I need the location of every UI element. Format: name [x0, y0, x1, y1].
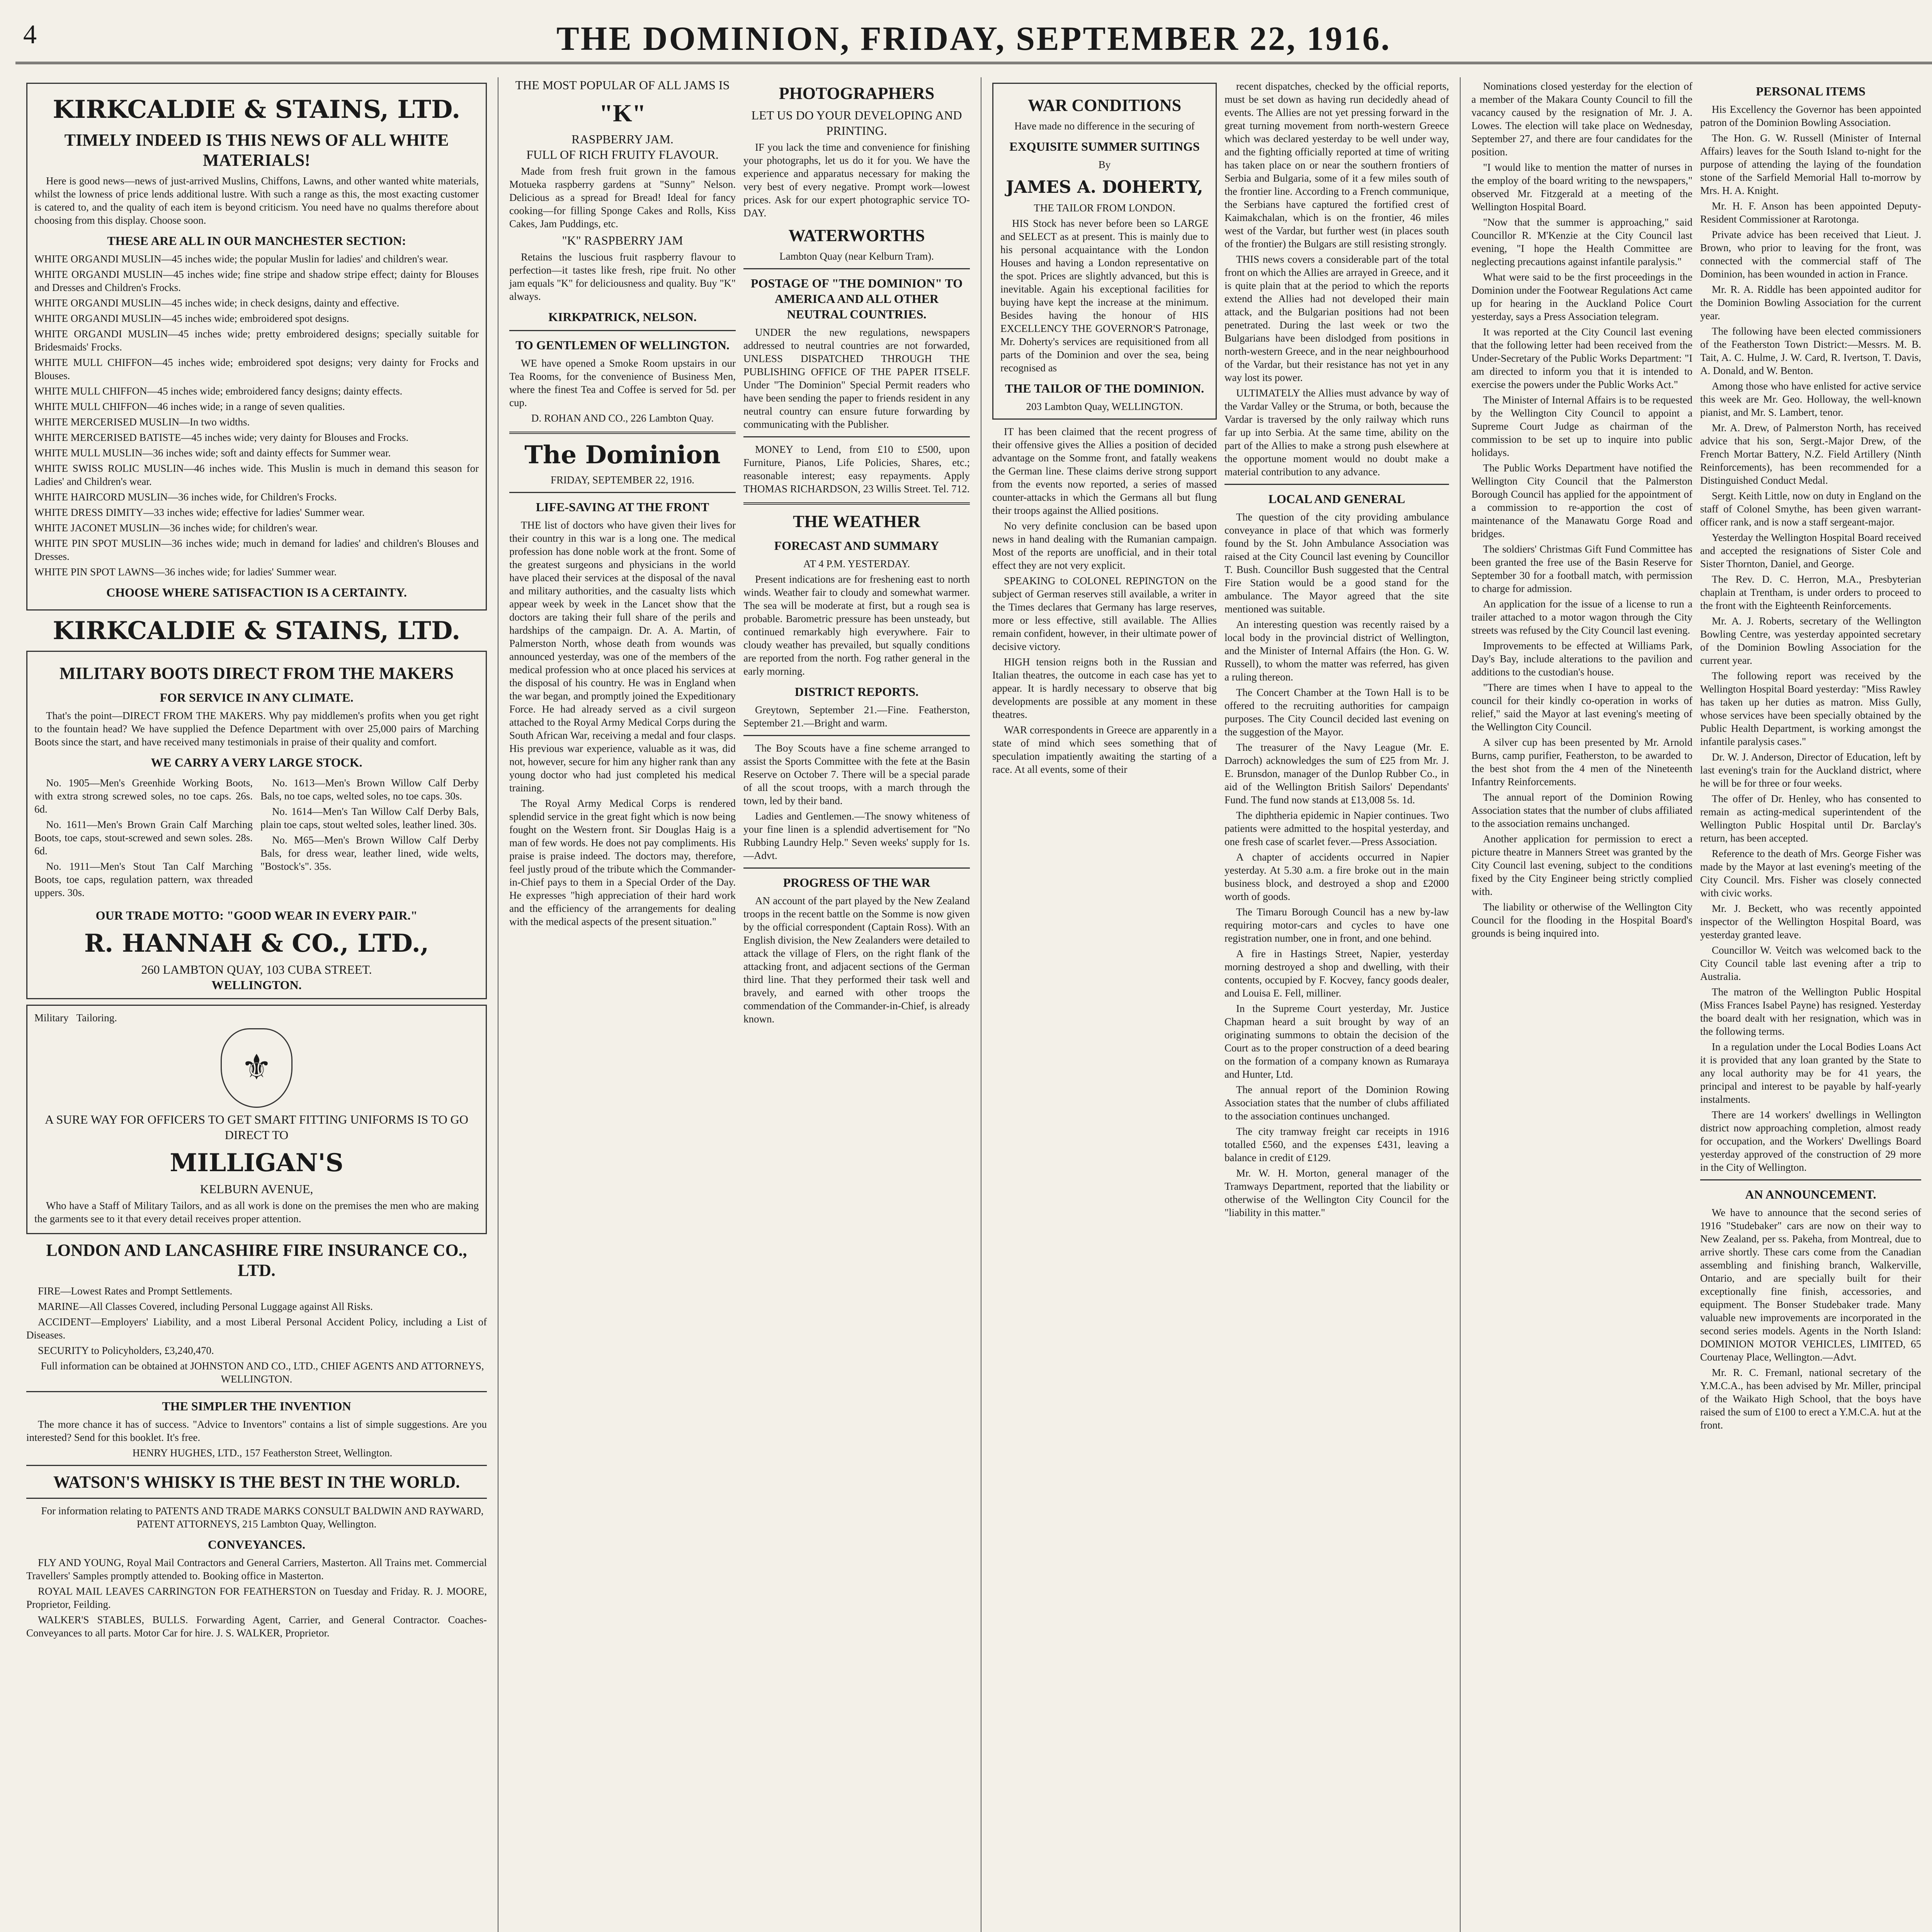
war-text: IT has been claimed that the recent progress of their offensive gives the Allies a position of decided advantage on the Somme front, and fatally weakens the German line. These claims derive strong support from the events now reported, a series of massed counter-attacks in which the Germans all but flung their troops against the Allied positions.: [992, 426, 1217, 516]
personal-item: His Excellency the Governor has been appointed patron of the Dominion Bowling Association.: [1700, 104, 1921, 128]
ad-section-label: THESE ARE ALL IN OUR MANCHESTER SECTION:: [107, 234, 406, 248]
simpler-invention: THE SIMPLER THE INVENTION: [162, 1399, 351, 1413]
local-item: The annual report of the Dominion Rowing Association states that the number of clubs affiliated to the association continues unchanged.: [1225, 1084, 1449, 1122]
personal-item: Councillor W. Veitch was welcomed back to the City Council table last evening after a trip to Australia.: [1700, 944, 1921, 982]
lifesaving-text: THE list of doctors who have given their lives for their country in this war is a long one. The medical profession has done noble work at the front. Some of the greatest surgeons and physicians in the world have placed their services at the disposal of the naval and military authorities, and the casualty lists which appear week by week in the Lancet show that the doctors are taking their full share of the perils and hardships of the campaign. Dr. A. A. Martin, of Palmerston North, whose death from wounds was announced yesterday, was one of the members of the medical profession who at once placed his services at the disposal of his country. He was in England when the war began, and promptly joined the Expeditionary Force. He had already served as a civil surgeon attached to the Royal Army Medical Corps during the South African War, receiving a medal and four clasps. His previous war experience, valuable as it was, did not, however, secure for him any higher rank than any young doctor who had just completed his medical training.: [509, 519, 736, 794]
personal-item: In a regulation under the Local Bodies Loans Act it is provided that any loan granted by the State to any local authority may be for 41 years, the principal and interest to be payable by half-yearly instalments.: [1700, 1041, 1921, 1105]
noms-item: An application for the issue of a license to run a trailer attached to a motor wagon through the City streets was refused by the City Council last evening.: [1471, 598, 1692, 636]
ad-item: WHITE SWISS ROLIC MUSLIN—46 inches wide. This Muslin is much in demand this season for Ladies' and Children's wear.: [34, 463, 479, 487]
boot-item: No. 1911—Men's Stout Tan Calf Marching Boots, toe caps, regulation pattern, wax threaded uppers. 30s.: [34, 861, 253, 898]
noms-item: "Now that the summer is approaching," said Councillor R. M'Kenzie at the City Council last evening, "I hope the Health Committee are neglecting precautions against infantile paralysis.": [1471, 216, 1692, 267]
personal-item: Yesterday the Wellington Hospital Board received and accepted the resignations of Sister Cole and Sister Thornton, Daniel, and George.: [1700, 532, 1921, 570]
noms-item: It was reported at the City Council last evening that the following letter had been received from the Under-Secretary of the Public Works Department: "I am directed to inform you that it is intended to exercise the powers under the Public Works Act.": [1471, 326, 1692, 390]
war-text: THIS news covers a considerable part of the total front on which the Allies are arrayed in Greece, and it is quite plain that at the period to which the reports extend the Allies had not developed their main attack, and the Bulgarian positions had not been penetrated. During the last week or two the Bulgarians have been dislodged from positions in north-western Greece, and in the near neighbourhood of the Vardar, but their resistance has not yet in any way lost its power.: [1225, 253, 1449, 383]
district-head: DISTRICT REPORTS.: [794, 685, 919, 699]
boot-item: No. 1905—Men's Greenhide Working Boots, with extra strong screwed soles, no toe caps. 26s. 6d.: [34, 777, 253, 815]
local-item: The treasurer of the Navy League (Mr. E. Darroch) acknowledges the sum of £25 from Mr. J. E. Brunsdon, manager of the Dunlop Rubber Co., in aid of the Wellington British Sailors' Dependants' Fund. The fund now stands at £13,008 5s. 1d.: [1225, 742, 1449, 806]
ad-item: WHITE HAIRCORD MUSLIN—36 inches wide, for Children's Frocks.: [34, 491, 337, 503]
noms-item: The annual report of the Dominion Rowing Association states that the number of clubs affiliated to the association remains unchanged.: [1471, 791, 1692, 829]
personal-item: Private advice has been received that Lieut. J. Brown, who prior to leaving for the front, was connected with the commercial staff of The Dominion, has been wounded in action in France.: [1700, 229, 1921, 280]
column-3: [981, 77, 1461, 1932]
ad-item: WHITE JACONET MUSLIN—36 inches wide; for children's wear.: [34, 522, 318, 534]
ad-item: WHITE MULL CHIFFON—45 inches wide; embroidered fancy designs; dainty effects.: [34, 385, 403, 397]
patents-ad: For information relating to PATENTS AND TRADE MARKS CONSULT BALDWIN AND RAYWARD, PATENT ATTORNEYS, 215 Lambton Quay, Wellington.: [41, 1505, 484, 1530]
milligan-address: KELBURN AVENUE,: [200, 1182, 313, 1196]
ad-item: WHITE ORGANDI MUSLIN—45 inches wide; embroidered spot designs.: [34, 313, 349, 324]
boots-sub: FOR SERVICE IN ANY CLIMATE.: [160, 690, 354, 704]
boots-intro: That's the point—DIRECT FROM THE MAKERS. Why pay middlemen's profits when you get right to the fountain head? We have supplied the Defence Department with over 25,000 pairs of Marching Boots since the start, and have received many testimonials in praise of their quality and comfort.: [34, 710, 479, 748]
local-item: An interesting question was recently raised by a local body in the provincial district of Wellington, and the Minister of Internal Affairs (the Hon. G. W. Russell), to whom the matter was referred, has given a ruling thereon.: [1225, 619, 1449, 683]
boots-list: [34, 774, 479, 901]
insurance-name: LONDON AND LANCASHIRE FIRE INSURANCE CO., LTD.: [46, 1241, 467, 1280]
ad-item: WHITE MERCERISED MUSLIN—In two widths.: [34, 416, 250, 428]
boot-item: No. 1613—Men's Brown Willow Calf Derby Bals, no toe caps, welted soles, no toe caps. 30s.: [260, 777, 479, 802]
suitings-by: By: [1098, 159, 1111, 170]
war-text: HIGH tension reigns both in the Russian and Italian theatres, the outcome in each case has yet to appear. It is hardly necessary to observe that big developments are possible at any moment in these theatres.: [992, 656, 1217, 720]
insurance-line: FIRE—Lowest Rates and Prompt Settlements.: [38, 1285, 233, 1297]
dominion-title: The Dominion: [524, 440, 721, 469]
suitings-head: EXQUISITE SUMMER SUITINGS: [1009, 139, 1200, 153]
newspaper-title: THE DOMINION, FRIDAY, SEPTEMBER 22, 1916.: [556, 20, 1391, 58]
insurance-line: MARINE—All Classes Covered, including Personal Luggage against All Risks.: [38, 1301, 373, 1312]
insurance-line: ACCIDENT—Employers' Liability, and a most Liberal Personal Accident Policy, including a List of Diseases.: [26, 1316, 487, 1341]
doherty-name: JAMES A. DOHERTY,: [1006, 177, 1203, 197]
column-4: [1461, 77, 1932, 1932]
local-item: The city tramway freight car receipts in 1916 totalled £560, and the expenses £431, leaving a balance in credit of £129.: [1225, 1126, 1449, 1163]
postage-head: POSTAGE OF "THE DOMINION" TO AMERICA AND ALL OTHER NEUTRAL COUNTRIES.: [750, 276, 963, 321]
gentlemen-head: TO GENTLEMEN OF WELLINGTON.: [515, 338, 730, 352]
insurance-info: Full information can be obtained at JOHNSTON AND CO., LTD., CHIEF AGENTS AND ATTORNEYS, WELLINGTON.: [41, 1360, 484, 1385]
milligan-ad: [26, 1005, 487, 1234]
insurance-line: SECURITY to Policyholders, £3,240,470.: [38, 1345, 214, 1356]
noms-item: The Public Works Department have notified the Wellington City Council that the Palmerston Borough Council has applied for the appointment of a commission to re-apportion the cost of maintenance of the Manawatu Gorge Road and bridges.: [1471, 462, 1692, 539]
raspberry-body: Made from fresh fruit grown in the famous Motueka raspberry gardens at "Sunny" Nelson. Delicious as a spread for Bread! Ideal for fancy cooking—for filling Sponge Cakes and Rolls, Kiss Cakes, Jam Puddings, etc.: [509, 165, 736, 230]
personal-item: The Rev. D. C. Herron, M.A., Presbyterian chaplain at Trentham, is under orders to proceed to the front with the Eighteenth Reinforcements.: [1700, 573, 1921, 611]
gentlemen-text: WE have opened a Smoke Room upstairs in our Tea Rooms, for the convenience of Business Men, where the finest Tea and Coffee is served for 5d. per cup.: [509, 357, 736, 408]
ad-headline: TIMELY INDEED IS THIS NEWS OF ALL WHITE MATERIALS!: [64, 131, 449, 170]
ad-intro: Here is good news—news of just-arrived Muslins, Chiffons, Lawns, and other wanted white materials, whilst the lowness of price lends additional lustre. With such a range as this, the most exacting customer is catered to, and the quality of each item is beyond criticism. You need have no qualms therefore about choosing from this display. Choose soon.: [34, 175, 479, 226]
postage-text: UNDER the new regulations, newspapers addressed to neutral countries are not forwarded, UNLESS DISPATCHED THROUGH THE PUBLISHING OFFICE OF THE PAPER ITSELF. Under "The Dominion" Special Permit readers who have been sending the paper to friends resident in any neutral country can ensure future forwarding by communicating with the Publisher.: [743, 327, 970, 430]
personal-item: The Hon. G. W. Russell (Minister of Internal Affairs) leaves for the South Island to-night for the purpose of attending the laying of the foundation stone of the Sarfield Memorial Hall to-morrow by Mrs. H. A. Knight.: [1700, 132, 1921, 196]
ad-item: WHITE ORGANDI MUSLIN—45 inches wide; fine stripe and shadow stripe effect; dainty for Blouses and Dresses and Children's Frocks.: [34, 269, 479, 293]
district-text: Greytown, September 21.—Fine. Featherston, September 21.—Bright and warm.: [743, 704, 970, 729]
personal-item: The following report was received by the Wellington Hospital Board yesterday: "Miss Rawley has taken up her duties as matron. Miss Gully, whose services have been specially obtained by the Public Health Department, is working amongst the infantile paralysis cases.": [1700, 670, 1921, 747]
raspberry-k: "K": [599, 99, 646, 127]
noms-item: The liability or otherwise of the Wellington City Council for the flooding in the Hospital Board's grounds is being inquired into.: [1471, 901, 1692, 939]
personal-item: Mr. A. J. Roberts, secretary of the Wellington Bowling Centre, was yesterday appointed secretary of the Dominion Bowling Association for the current year.: [1700, 615, 1921, 666]
scouts-text: The Boy Scouts have a fine scheme arranged to assist the Sports Committee with the fete at the Basin Reserve on October 7. There will be a special parade of all the scout troops, with a march through the town, led by their band.: [743, 742, 970, 806]
local-item: A chapter of accidents occurred in Napier yesterday. At 5.30 a.m. a fire broke out in the main business block, and destroyed a shop and £2000 worth of goods.: [1225, 851, 1449, 902]
progress-text: AN account of the part played by the New Zealand troops in the recent battle on the Somme is now given by the official correspondent (Captain Ross). With an English division, the New Zealanders were detailed to attack the village of Flers, on the right flank of the attacking front, and adjacent sections of the German third line. That they performed their task well and bravely, and earned with other troops the commendation of the Commander-in-Chief, is already known.: [743, 895, 970, 1025]
hannah-city: WELLINGTON.: [211, 978, 302, 992]
noms-item: What were said to be the first proceedings in the Dominion under the Footwear Regulations Act came up for hearing in the Auckland Police Court yesterday, says a Press Association telegram.: [1471, 271, 1692, 322]
crest-icon: ⚜: [221, 1028, 293, 1108]
personal-head: PERSONAL ITEMS: [1756, 84, 1866, 98]
milligan-label-left: Military: [34, 1012, 69, 1024]
ad-items-list: [34, 252, 479, 578]
announcement-head: AN ANNOUNCEMENT.: [1745, 1187, 1876, 1201]
boots-motto: OUR TRADE MOTTO: "GOOD WEAR IN EVERY PAIR.": [95, 908, 418, 922]
announcement-text: We have to announce that the second series of 1916 "Studebaker" cars are now on their way to New Zealand, per ss. Pakeha, from Montreal, due to arrive shortly. These cars come from the Canadian assembling and finishing branch, Walkerville, Ontario, and are specially built for their exceptionally fine finish, accessories, and equipment. The Bonser Studebaker trade. Many valuable new improvements are incorporated in the second series models. Agents in the North Island: DOMINION MOTOR VEHICLES, LIMITED, 65 Courtenay Place, Wellington.—Advt.: [1700, 1207, 1921, 1363]
personal-item: Mr. J. Beckett, who was recently appointed inspector of the Wellington Hospital Board, was yesterday granted leave.: [1700, 903, 1921, 940]
boot-item: No. M65—Men's Brown Willow Calf Derby Bals, for dress wear, leather lined, wide welts, "Bostock's". 35s.: [260, 834, 479, 872]
personal-item: Mr. A. Drew, of Palmerston North, has received advice that his son, Sergt.-Major Drew, of the French Mortar Battery, N.Z. Field Artillery (Ninth Reinforcements), has been recommended for a Distinguished Conduct Medal.: [1700, 422, 1921, 486]
local-item: The Timaru Borough Council has a new by-law requiring motor-cars and cycles to have one registration number, one in front, and one behind.: [1225, 906, 1449, 944]
dominion-date: FRIDAY, SEPTEMBER 22, 1916.: [550, 474, 695, 486]
advertiser-name: KIRKCALDIE & STAINS, LTD.: [53, 616, 461, 645]
lifesaving-head: LIFE-SAVING AT THE FRONT: [536, 500, 709, 514]
photo-text: IF you lack the time and convenience for finishing your photographs, let us do it for you. We have the experience and apparatus necessary for making the very best of every negative. Prompt work—lowest prices. Ask for our expert photographic service TO-DAY.: [743, 141, 970, 219]
noms-item: Improvements to be effected at Williams Park, Day's Bay, include alterations to the pavilion and additions to the custodian's house.: [1471, 640, 1692, 678]
ladies-text: Ladies and Gentlemen.—The snowy whiteness of your fine linen is a splendid advertisement for "No Rubbing Laundry Help." Seven weeks' supply for 1s.—Advt.: [743, 810, 970, 861]
personal-item: Among those who have enlisted for active service this week are Mr. Geo. Holloway, the well-known pianist, and Mr. S. Lambert, tenor.: [1700, 380, 1921, 418]
local-item: The Concert Chamber at the Town Hall is to be offered to the recruiting authorities for campaign purposes. The City Council decided last evening on the suggestion of the Mayor.: [1225, 687, 1449, 738]
war-text: ULTIMATELY the Allies must advance by way of the Vardar Valley or the Struma, or both, because the Vardar is traversed by the only railway which runs far up into Serbia. At the same time, ability on the part of the Allies to make a strong push elsewhere at the opportune moment would no doubt make a material contribution to any advance.: [1225, 387, 1449, 478]
raspberry-intro: THE MOST POPULAR OF ALL JAMS IS: [515, 78, 730, 92]
boots-headline: MILITARY BOOTS DIRECT FROM THE MAKERS: [60, 664, 454, 683]
personal-item: The matron of the Wellington Public Hospital (Miss Frances Isabel Payne) has resigned. Yesterday the board dealt with her resignation, which was in the following terms.: [1700, 986, 1921, 1037]
ad-item: WHITE MULL MUSLIN—36 inches wide; soft and dainty effects for Summer wear.: [34, 447, 391, 459]
local-item: In the Supreme Court yesterday, Mr. Justice Chapman heard a suit brought by way of an originating summons to obtain the decision of the Court as to the proper construction of a deed bearing on the formation of a company known as Rumaraya and Hunter, Ltd.: [1225, 1003, 1449, 1080]
personal-item: The offer of Dr. Henley, who has consented to remain as acting-medical superintendent of the Wellington Public Hospital until Dr. Barclay's return, has been accepted.: [1700, 793, 1921, 844]
photographers-head: PHOTOGRAPHERS: [779, 84, 935, 103]
war-text: WAR correspondents in Greece are apparently in a state of mind which sees something that of speculation impatiently awaiting the starting of a race. At all events, some of their: [992, 724, 1217, 775]
ad-item: WHITE ORGANDI MUSLIN—45 inches wide; the popular Muslin for ladies' and children's wear.: [34, 253, 448, 265]
milligan-name: MILLIGAN'S: [170, 1148, 344, 1177]
waterworths-addr: Lambton Quay (near Kelburn Tram).: [779, 250, 934, 262]
raspberry-body2: Retains the luscious fruit raspberry flavour to perfection—it tastes like fresh, ripe fruit. No other jam equals "K" for deliciousness and quality. Buy "K" always.: [509, 251, 736, 302]
doherty-addr: 203 Lambton Quay, WELLINGTON.: [1026, 401, 1183, 412]
lifesaving-text-2: The Royal Army Medical Corps is rendered splendid service in the great fight which is now being fought on the Western front. Sir Douglas Haig is a man of few words. He does not pay compliments. His praise is praise indeed. The doctors may, therefore, feel justly proud of the tribute which the Commander-in-Chief pays to them in a Special Order of the Day. He expresses "high appreciation of their hard work and the efficiency of the arrangements for dealing with the medical aspects of the present situation.": [509, 798, 736, 927]
royal-mail-ad: ROYAL MAIL LEAVES CARRINGTON FOR FEATHERSTON on Tuesday and Friday. R. J. MOORE, Proprietor, Feilding.: [26, 1585, 487, 1610]
ad-item: WHITE MERCERISED BATISTE—45 inches wide; very dainty for Blouses and Frocks.: [34, 432, 409, 443]
ad-item: WHITE PIN SPOT MUSLIN—36 inches wide; much in demand for ladies' and children's Blouses and Dresses.: [34, 537, 479, 562]
war-text: SPEAKING to COLONEL REPINGTON on the subject of German reserves still available, a writer in the Times declares that Germany has large reserves, more or less effective, still available. The Allies remain confident, however, in their ultimate power of decisive victory.: [992, 575, 1217, 652]
war-conditions-head: WAR CONDITIONS: [1027, 96, 1182, 115]
masthead: [15, 15, 1932, 64]
war-text: No very definite conclusion can be based upon news in hand dealing with the Rumanian campaign. Most of the reports are unofficial, and in their total effect they are not very explicit.: [992, 520, 1217, 571]
raspberry-k2: "K" RASPBERRY JAM: [562, 233, 683, 247]
noms-item: "I would like to mention the matter of nurses in the employ of the board writing to the newspapers," observed Mr. Fitzgerald at a meeting of the Wellington Hospital Board.: [1471, 162, 1692, 213]
milligan-tagline: A SURE WAY FOR OFFICERS TO GET SMART FITTING UNIFORMS IS TO GO DIRECT TO: [45, 1112, 468, 1142]
war-conditions-sub: Have made no difference in the securing of: [1014, 120, 1195, 132]
ad-item: WHITE MULL CHIFFON—46 inches wide; in a range of seven qualities.: [34, 401, 345, 412]
weather-head: THE WEATHER: [793, 512, 920, 531]
raspberry-tag: FULL OF RICH FRUITY FLAVOUR.: [526, 148, 719, 162]
local-item: The diphtheria epidemic in Napier continues. Two patients were admitted to the hospital yesterday, and one fresh case of scarlet fever.—Press Association.: [1225, 810, 1449, 847]
ad-item: WHITE ORGANDI MUSLIN—45 inches wide; pretty embroidered designs; specially suitable for Bridesmaids' Frocks.: [34, 328, 479, 353]
doherty-text: HIS Stock has never before been so LARGE and SELECT as at present. This is mainly due to his personal acquaintance with the London Houses and having a London representative on the spot. Prices are slightly advanced, but this is inevitable. Again his exceptional facilities for buying have kept the increase at the minimum. Besides having the honour of HIS EXCELLENCY THE GOVERNOR'S Patronage, Mr. Doherty's services are requisitioned from all parts of the Dominion and over the sea, being recognised as: [1000, 218, 1209, 374]
advertiser-name: KIRKCALDIE & STAINS, LTD.: [53, 95, 461, 124]
ad-item: WHITE ORGANDI MUSLIN—45 inches wide; in check designs, dainty and effective.: [34, 297, 400, 309]
weather-sub: FORECAST AND SUMMARY: [774, 539, 939, 553]
local-head: LOCAL AND GENERAL: [1268, 492, 1405, 506]
personal-item: The following have been elected commissioners of the Featherston Town District:—Messrs. M. B. Tait, A. C. Hulme, J. W. Card, R. Ivertson, T. Davis, A. Donald, and W. Benton.: [1700, 325, 1921, 376]
noms-item: The soldiers' Christmas Gift Fund Committee has been granted the free use of the Basin Reserve for September 30 for a football match, with permission to charge for admission.: [1471, 543, 1692, 594]
personal-item: Sergt. Keith Little, now on duty in England on the staff of Colonel Smythe, has been given warrant-officer rank, and is now a staff sergeant-major.: [1700, 490, 1921, 528]
doherty-tail: THE TAILOR OF THE DOMINION.: [1005, 381, 1204, 395]
weather-time: AT 4 P.M. YESTERDAY.: [803, 558, 910, 570]
conveyances-head: CONVEYANCES.: [207, 1537, 306, 1551]
personal-item: There are 14 workers' dwellings in Wellington district now approaching completion, almost ready for occupation, and the Workers' Dwellings Board yesterday approved of the construction of 29 more in the City of Wellington.: [1700, 1109, 1921, 1173]
noms-item: Another application for permission to erect a picture theatre in Manners Street was granted by the City Council last evening, subject to the conditions fixed by the City Engineer being strictly complied with.: [1471, 833, 1692, 897]
doherty-tag: THE TAILOR FROM LONDON.: [1034, 202, 1175, 214]
hannah-name: R. HANNAH & CO., LTD.,: [84, 929, 429, 958]
personal-item: Dr. W. J. Anderson, Director of Education, left by last evening's train for the Auckland district, where he will be for three or four weeks.: [1700, 751, 1921, 789]
noms-item: A silver cup has been presented by Mr. Arnold Burns, camp purifier, Featherston, to be awarded to the best shot from the 4 men of the Nineteenth Infantry Reinforcements.: [1471, 736, 1692, 787]
weather-text: Present indications are for freshening east to north winds. Weather fair to cloudy and somewhat warmer. The sea will be moderate at first, but a rough sea is probable. Barometric pressure has been unsteady, but continued remarkably high everywhere. Fair to cloudy weather has prevailed, but squally conditions are reported from the north. Fog rather general in the early morning.: [743, 573, 970, 677]
ymca-text: Mr. R. C. Fremanl, national secretary of the Y.M.C.A., has been advised by Mr. Miller, principal of the Waikato High School, that the boys have raised the sum of £100 to erect a Y.M.C.A. hut at the front.: [1700, 1367, 1921, 1431]
money-text: MONEY to Lend, from £10 to £500, upon Furniture, Pianos, Life Policies, Shares, etc.; reasonable interest; easy repayments. Apply THOMAS RICHARDSON, 23 Willis Street. Tel. 712.: [743, 444, 970, 495]
gentlemen-sig: D. ROHAN AND CO., 226 Lambton Quay.: [531, 412, 714, 424]
boot-item: No. 1614—Men's Tan Willow Calf Derby Bals, plain toe caps, stout welted soles, leather lined. 30s.: [260, 806, 479, 830]
watson-ad: WATSON'S WHISKY IS THE BEST IN THE WORLD.: [53, 1473, 460, 1492]
boot-item: No. 1611—Men's Brown Grain Calf Marching Boots, toe caps, stout-screwed and sewn soles. 28s. 6d.: [34, 819, 253, 857]
personal-item: Mr. H. F. Anson has been appointed Deputy-Resident Commissioner at Rarotonga.: [1700, 200, 1921, 225]
local-item: The question of the city providing ambulance conveyance in place of that which was formerly found by the St. John Ambulance Association was raised at the City Council last evening by Councillor T. Bush. Councillor Bush suggested that the Central Fire Station would be a good stand for the ambulance. The Mayor agreed that the site mentioned was suitable.: [1225, 511, 1449, 615]
page-number: 4: [23, 20, 37, 49]
personal-item: Reference to the death of Mrs. George Fisher was made by the Mayor at last evening's meeting of the City Council. Mrs. Fisher was closely connected with civic works.: [1700, 848, 1921, 899]
milligan-text: Who have a Staff of Military Tailors, and as all work is done on the premises the men who are making the garments see to it that every detail receives proper attention.: [34, 1200, 479, 1225]
waterworths: WATERWORTHS: [788, 226, 925, 245]
ad-item: WHITE MULL CHIFFON—45 inches wide; embroidered spot designs; very dainty for Frocks and Blouses.: [34, 357, 479, 381]
raspberry-maker: KIRKPATRICK, NELSON.: [548, 310, 697, 324]
personal-item: Mr. R. A. Riddle has been appointed auditor for the Dominion Bowling Association for the current year.: [1700, 284, 1921, 321]
milligan-label-right: Tailoring.: [76, 1012, 117, 1024]
boots-carry: WE CARRY A VERY LARGE STOCK.: [151, 755, 362, 769]
photographers-sub: LET US DO YOUR DEVELOPING AND PRINTING.: [751, 108, 962, 138]
noms-item: "There are times when I have to appeal to the council for their kindly co-operation in works of relief," said the Mayor at last evening's meeting of the Wellington City Council.: [1471, 682, 1692, 733]
ad-tagline: CHOOSE WHERE SATISFACTION IS A CERTAINTY.: [106, 585, 407, 599]
column-1: [15, 77, 498, 1932]
hughes: HENRY HUGHES, LTD., 157 Featherston Street, Wellington.: [132, 1447, 393, 1459]
local-item: Mr. W. H. Morton, general manager of the Tramways Department, reported that the liability or otherwise of the Wellington City Council for the "liability in this matter.": [1225, 1167, 1449, 1218]
noms-item: Nominations closed yesterday for the election of a member of the Makara County Council to fill the vacancy caused by the resignation of Mr. J. A. Lowes. The election will take place on Wednesday, September 27, and there are four candidates for the position.: [1471, 80, 1692, 158]
simpler-text: The more chance it has of success. "Advice to Inventors" contains a list of simple suggestions. Are you interested? Send for this booklet. It's free.: [26, 1418, 487, 1443]
ad-item: WHITE PIN SPOT LAWNS—36 inches wide; for ladies' Summer wear.: [34, 566, 337, 578]
hannah-address: 260 LAMBTON QUAY, 103 CUBA STREET.: [141, 963, 372, 976]
ad-item: WHITE DRESS DIMITY—33 inches wide; effective for ladies' Summer wear.: [34, 507, 365, 518]
local-item: A fire in Hastings Street, Napier, yesterday morning destroyed a shop and dwelling, with their contents, occupied by F. Kocvey, fancy goods dealer, and Louisa E. Fell, milliner.: [1225, 948, 1449, 999]
noms-item: The Minister of Internal Affairs is to be requested by the Wellington City Council to appoint a Supreme Court Judge as chairman of the commission to be set up to inquire into public holidays.: [1471, 394, 1692, 458]
war-text: recent dispatches, checked by the official reports, must be set down as having run decidedly ahead of events. The Allies are not yet pressing forward in the great turning movement from north-western Greece which was declared yesterday to be well under way, and the fighting officially reported at time of writing has taken place on or near the southern frontiers of Serbia and Bulgaria, some of it a few miles south of the frontier line. According to a French communique, the Serbians have captured the fortified crest of Kaimakchalan, which is on the frontier, 46 miles west of the Vardar, but further west (in places south of the frontier) the Bulgars are still resisting strongly.: [1225, 80, 1449, 250]
column-2: [498, 77, 981, 1932]
fly-young-ad: FLY AND YOUNG, Royal Mail Contractors and General Carriers, Masterton. All Trains met. Commercial Travellers' Samples promptly attended to. Booking office in Masterton.: [26, 1557, 487, 1582]
walker-ad: WALKER'S STABLES, BULLS. Forwarding Agent, Carrier, and General Contractor. Coaches-Conveyances to all parts. Motor Car for hire. J. S. WALKER, Proprietor.: [26, 1614, 487, 1639]
progress-head: PROGRESS OF THE WAR: [783, 876, 930, 889]
raspberry-name: RASPBERRY JAM.: [571, 132, 673, 146]
